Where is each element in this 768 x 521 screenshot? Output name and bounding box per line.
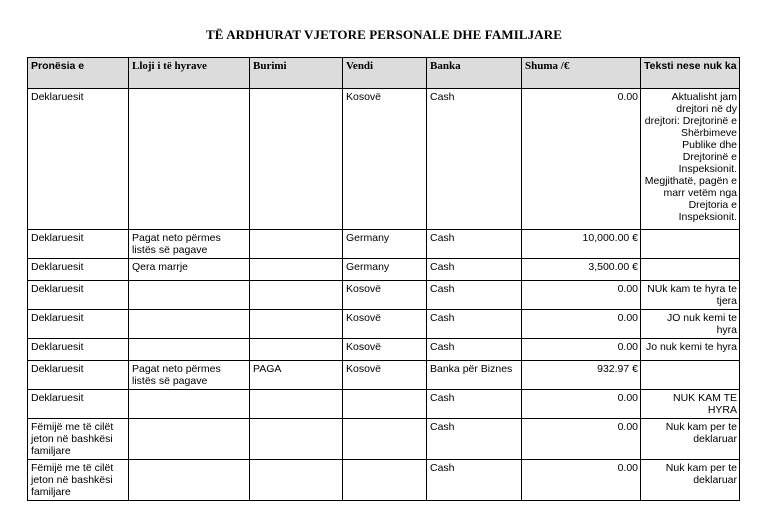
- source-cell: [250, 89, 343, 230]
- note-cell: Jo nuk kemi te hyra: [641, 339, 740, 361]
- owner-cell: Deklaruesit: [28, 281, 129, 310]
- owner-cell: Deklaruesit: [28, 89, 129, 230]
- amount-cell: 0.00: [522, 460, 641, 501]
- type-cell: [129, 419, 250, 460]
- source-cell: [250, 339, 343, 361]
- note-cell: NUk kam te hyra te tjera: [641, 281, 740, 310]
- country-cell: Kosovë: [343, 89, 427, 230]
- table-row: [28, 419, 740, 460]
- amount-cell: 0.00: [522, 310, 641, 339]
- column-header-amount: Shuma /€: [522, 58, 641, 89]
- page-title: TË ARDHURAT VJETORE PERSONALE DHE FAMILJARE: [206, 27, 562, 42]
- owner-cell: Fëmijë me të cilët jeton në bashkësi familjare: [28, 419, 129, 460]
- amount-cell: 0.00: [522, 419, 641, 460]
- note-cell: [641, 259, 740, 281]
- table-header-row: [28, 58, 740, 89]
- bank-cell: Cash: [427, 460, 522, 501]
- column-header-type: Lloji i të hyrave: [129, 58, 250, 89]
- table-row: [28, 460, 740, 501]
- column-header-note: Teksti nese nuk ka: [641, 58, 740, 89]
- source-cell: [250, 281, 343, 310]
- source-cell: [250, 419, 343, 460]
- country-cell: [343, 390, 427, 419]
- type-cell: [129, 339, 250, 361]
- bank-cell: Cash: [427, 230, 522, 259]
- column-header-source: Burimi: [250, 58, 343, 89]
- column-header-owner: Pronësia e: [28, 58, 129, 89]
- amount-cell: 0.00: [522, 339, 641, 361]
- type-cell: [129, 89, 250, 230]
- note-cell: [641, 361, 740, 390]
- country-cell: [343, 460, 427, 501]
- owner-cell: Fëmijë me të cilët jeton në bashkësi familjare: [28, 460, 129, 501]
- source-cell: [250, 460, 343, 501]
- table-row: [28, 230, 740, 259]
- amount-cell: 3,500.00 €: [522, 259, 641, 281]
- owner-cell: Deklaruesit: [28, 361, 129, 390]
- table-row: [28, 281, 740, 310]
- table-row: [28, 361, 740, 390]
- owner-cell: Deklaruesit: [28, 230, 129, 259]
- owner-cell: Deklaruesit: [28, 310, 129, 339]
- type-cell: Qera marrje: [129, 259, 250, 281]
- source-cell: [250, 259, 343, 281]
- type-cell: Pagat neto përmes listës së pagave: [129, 230, 250, 259]
- column-header-bank: Banka: [427, 58, 522, 89]
- note-cell: [641, 230, 740, 259]
- country-cell: [343, 419, 427, 460]
- country-cell: Kosovë: [343, 361, 427, 390]
- amount-cell: 0.00: [522, 281, 641, 310]
- column-header-country: Vendi: [343, 58, 427, 89]
- table-row: [28, 390, 740, 419]
- note-cell: Nuk kam per te deklaruar: [641, 460, 740, 501]
- owner-cell: Deklaruesit: [28, 339, 129, 361]
- country-cell: Kosovë: [343, 310, 427, 339]
- type-cell: Pagat neto përmes listës së pagave: [129, 361, 250, 390]
- country-cell: Germany: [343, 259, 427, 281]
- country-cell: Germany: [343, 230, 427, 259]
- type-cell: [129, 310, 250, 339]
- bank-cell: Banka për Biznes: [427, 361, 522, 390]
- table-row: [28, 310, 740, 339]
- source-cell: PAGA: [250, 361, 343, 390]
- note-cell: JO nuk kemi te hyra: [641, 310, 740, 339]
- bank-cell: Cash: [427, 281, 522, 310]
- amount-cell: 0.00: [522, 390, 641, 419]
- type-cell: [129, 390, 250, 419]
- bank-cell: Cash: [427, 419, 522, 460]
- table-row: [28, 89, 740, 230]
- type-cell: [129, 460, 250, 501]
- table-row: [28, 339, 740, 361]
- source-cell: [250, 310, 343, 339]
- source-cell: [250, 230, 343, 259]
- bank-cell: Cash: [427, 259, 522, 281]
- note-cell: NUK KAM TE HYRA: [641, 390, 740, 419]
- country-cell: Kosovë: [343, 339, 427, 361]
- source-cell: [250, 390, 343, 419]
- type-cell: [129, 281, 250, 310]
- bank-cell: Cash: [427, 339, 522, 361]
- owner-cell: Deklaruesit: [28, 390, 129, 419]
- country-cell: Kosovë: [343, 281, 427, 310]
- note-cell: Nuk kam per te deklaruar: [641, 419, 740, 460]
- bank-cell: Cash: [427, 89, 522, 230]
- amount-cell: 932.97 €: [522, 361, 641, 390]
- amount-cell: 0.00: [522, 89, 641, 230]
- income-table: [27, 57, 740, 501]
- amount-cell: 10,000.00 €: [522, 230, 641, 259]
- bank-cell: Cash: [427, 310, 522, 339]
- table-row: [28, 259, 740, 281]
- note-cell: Aktualisht jam drejtori në dy drejtori: Drejtorinë e Shërbimeve Publike dhe Drejtorinë e Inspeksionit. Megjithatë, pagën e marr vetëm nga Drejtoria e Inspeksionit.: [641, 89, 740, 230]
- bank-cell: Cash: [427, 390, 522, 419]
- owner-cell: Deklaruesit: [28, 259, 129, 281]
